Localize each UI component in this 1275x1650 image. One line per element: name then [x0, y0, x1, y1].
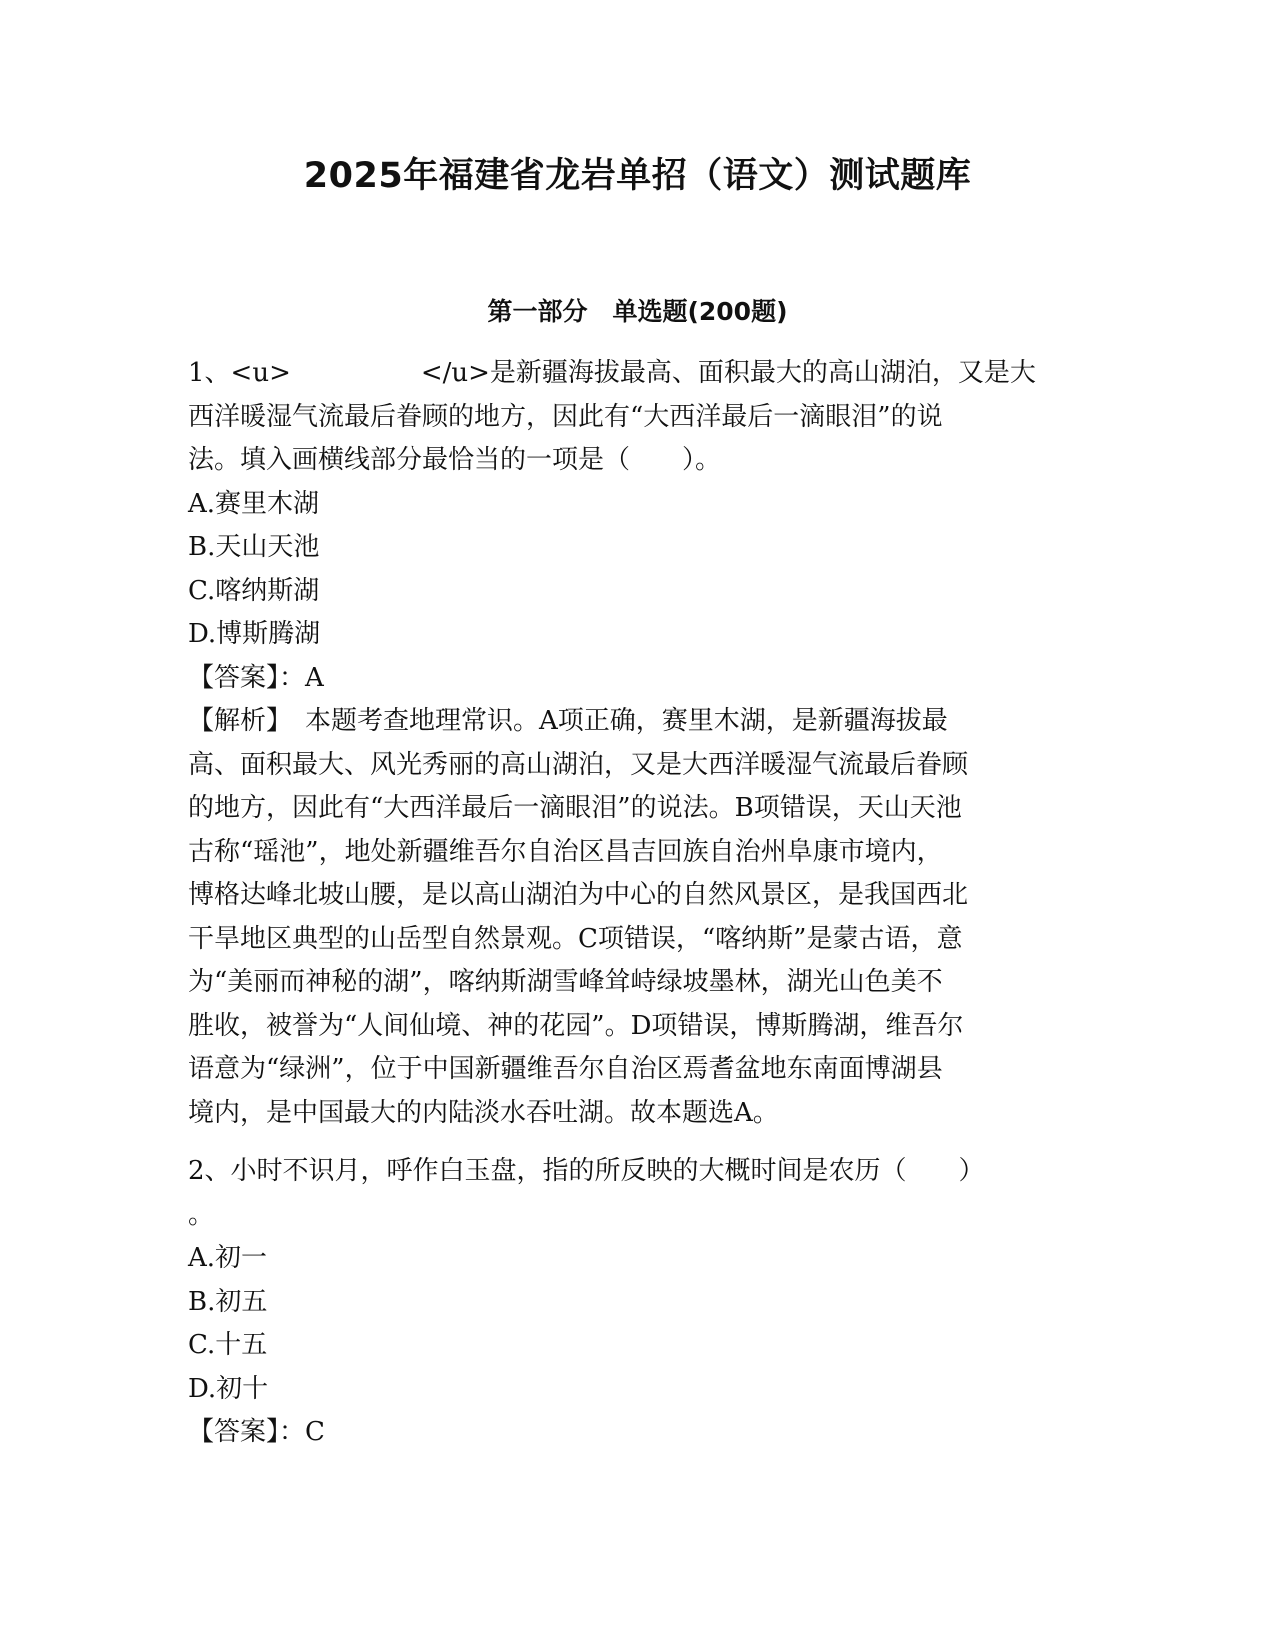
- stem-line: 2、小时不识月，呼作白玉盘，指的所反映的大概时间是农历（ ）: [188, 1156, 985, 1186]
- option-b: B.天山天池: [188, 532, 320, 562]
- option-c: C.十五: [188, 1330, 268, 1360]
- stem-line: 1、<u> </u>是新疆海拔最高、面积最大的高山湖泊，又是大: [188, 358, 1036, 388]
- analysis-line: 高、面积最大、风光秀丽的高山湖泊，又是大西洋暖湿气流最后眷顾: [188, 749, 969, 780]
- question-stem: [188, 1150, 1083, 1237]
- analysis-line: 胜收，被誉为“人间仙境、神的花园”。D项错误，博斯腾湖，维吾尔: [188, 1010, 964, 1041]
- section-title: 第一部分 单选题(200题): [487, 297, 788, 326]
- answer-text: 【答案】：A: [188, 662, 324, 693]
- option-a: A.初一: [188, 1243, 268, 1273]
- option-a: A.赛里木湖: [188, 488, 320, 519]
- document-title: 2025年福建省龙岩单招（语文）测试题库: [303, 156, 972, 196]
- stem-line: 法。填入画横线部分最恰当的一项是（ ）。: [188, 445, 722, 475]
- analysis-line: 的地方，因此有“大西洋最后一滴眼泪”的说法。B项错误，天山天池: [188, 793, 962, 823]
- option-c: C.喀纳斯湖: [188, 575, 320, 606]
- stem-line: 西洋暖湿气流最后眷顾的地方，因此有“大西洋最后一滴眼泪”的说: [188, 401, 943, 432]
- analysis-line: 古称“瑶池”，地处新疆维吾尔自治区昌吉回族自治州阜康市境内，: [188, 836, 943, 867]
- analysis-line: 为“美丽而神秘的湖”，喀纳斯湖雪峰耸峙绿坡墨林，湖光山色美不: [188, 967, 943, 997]
- answer-text: 【答案】：C: [188, 1417, 325, 1447]
- analysis-line: 境内，是中国最大的内陆淡水吞吐湖。故本题选A。: [188, 1097, 779, 1128]
- stem-line: 。: [188, 1199, 215, 1230]
- question-1: [188, 352, 1083, 1135]
- analysis-line: 干旱地区典型的山岳型自然景观。C项错误，“喀纳斯”是蒙古语，意: [188, 923, 963, 954]
- option-d: D.初十: [188, 1373, 269, 1404]
- option-d: D.博斯腾湖: [188, 619, 321, 649]
- option-b: B.初五: [188, 1286, 268, 1317]
- option-list: [188, 1237, 1083, 1411]
- option-list: [188, 483, 1083, 657]
- analysis-line: 语意为“绿洲”，位于中国新疆维吾尔自治区焉耆盆地东南面博湖县: [188, 1054, 943, 1084]
- question-stem: [188, 352, 1083, 483]
- answer-line: [188, 657, 1083, 701]
- analysis-block: [188, 700, 1083, 1135]
- analysis-line: 【解析】 本题考查地理常识。A项正确，赛里木湖，是新疆海拔最: [188, 706, 948, 736]
- answer-line: [188, 1411, 1083, 1455]
- question-2: [188, 1150, 1083, 1455]
- analysis-line: 博格达峰北坡山腰，是以高山湖泊为中心的自然风景区，是我国西北: [188, 880, 969, 910]
